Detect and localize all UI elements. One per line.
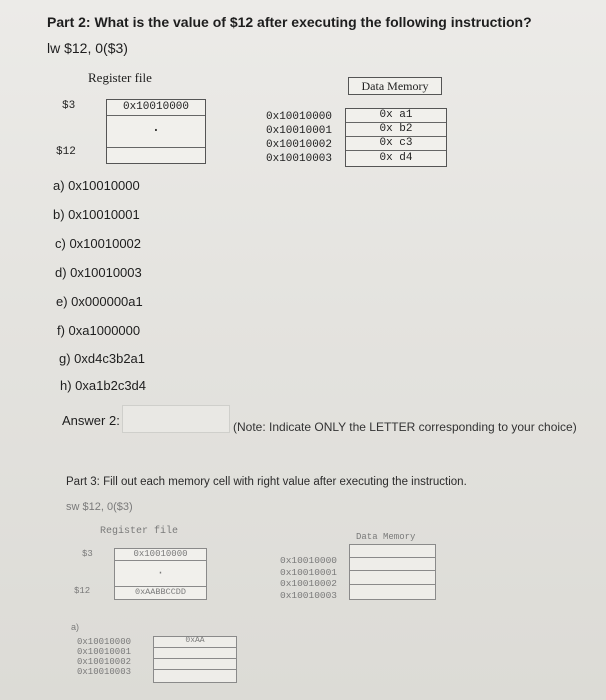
part2-address: 0x10010002 <box>266 139 333 151</box>
part2-memory-cell <box>346 123 446 137</box>
part2-data-memory-title: Data Memory <box>348 77 442 95</box>
answer-2-input[interactable] <box>122 405 230 433</box>
part3-sub-memory <box>153 636 237 683</box>
part2-memory-cell <box>346 109 446 123</box>
part2-address: 0x10010000 <box>266 111 333 123</box>
part2-reg12-label: $12 <box>56 146 76 158</box>
part3-address: 0x10010000 <box>280 555 338 566</box>
part3-reg-dots: · <box>156 566 165 580</box>
part3-address: 0x10010001 <box>280 566 338 578</box>
part2-memory-value: 0x d4 <box>379 152 413 164</box>
part3-data-memory-title: Data Memory <box>356 532 416 542</box>
part3-data-memory <box>349 544 436 600</box>
part3-reg3-label: $3 <box>82 549 93 559</box>
option-d: d) 0x10010003 <box>55 265 142 280</box>
part3-reg12-value: 0xAABBCCDD <box>134 587 186 597</box>
part3-sub-address: 0x10010001 <box>77 647 132 657</box>
part3-sub-address: 0x10010002 <box>77 657 132 667</box>
option-a: a) 0x10010000 <box>53 178 140 193</box>
part2-reg3-cell <box>107 100 205 116</box>
part2-memory-value: 0x c3 <box>379 137 413 149</box>
part3-instruction: sw $12, 0($3) <box>66 501 133 513</box>
part2-address-list <box>266 110 332 166</box>
part2-data-memory <box>345 108 447 167</box>
part3-register-file <box>114 548 207 600</box>
part3-reg-middle-cell <box>115 561 206 587</box>
part3-sub-address-list <box>77 637 131 677</box>
part2-reg3-label: $3 <box>62 100 76 112</box>
part3-sub-memory-cell-input[interactable] <box>154 670 236 681</box>
part2-register-file <box>106 99 206 164</box>
part3-memory-cell-input[interactable] <box>350 558 435 571</box>
part3-sub-first-value: 0xAA <box>185 636 205 645</box>
part3-sub-memory-cell-input[interactable] <box>154 648 236 659</box>
part3-reg3-value: 0x10010000 <box>133 549 188 559</box>
option-h: h) 0xa1b2c3d4 <box>60 378 147 393</box>
part3-memory-cell-input[interactable] <box>350 585 435 598</box>
part2-question: Part 2: What is the value of $12 after executing the following instruction? <box>47 14 532 30</box>
option-b: b) 0x10010001 <box>53 207 140 222</box>
part3-sub-label: a) <box>71 622 80 632</box>
part3-memory-cell-input[interactable] <box>350 545 435 558</box>
part2-register-file-title: Register file <box>88 70 152 85</box>
option-e: e) 0x000000a1 <box>56 294 143 309</box>
option-f: f) 0xa1000000 <box>57 323 141 338</box>
part3-address: 0x10010002 <box>280 578 338 589</box>
part3-sub-memory-cell-input[interactable] <box>154 659 236 670</box>
part2-memory-cell <box>346 151 446 165</box>
part2-reg-dots: · <box>151 123 161 139</box>
part2-memory-value: 0x b2 <box>379 123 413 135</box>
part3-sub-address: 0x10010000 <box>77 637 132 647</box>
part2-reg3-value: 0x10010000 <box>122 101 189 113</box>
part2-memory-cell <box>346 137 446 151</box>
part2-address: 0x10010003 <box>266 153 333 165</box>
part3-address-list <box>280 555 337 601</box>
part3-sub-memory-cell <box>154 637 236 648</box>
option-g: g) 0xd4c3b2a1 <box>59 351 146 366</box>
part2-reg-middle-cell <box>107 116 205 148</box>
part3-address: 0x10010003 <box>280 589 338 601</box>
part2-address: 0x10010001 <box>266 125 333 137</box>
part3-reg12-cell <box>115 587 206 598</box>
part3-question: Part 3: Fill out each memory cell with right value after executing the instruction. <box>66 476 467 488</box>
answer-2-note: (Note: Indicate ONLY the LETTER corresponding to your choice) <box>233 420 577 434</box>
part2-memory-value: 0x a1 <box>379 109 413 121</box>
answer-2-label: Answer 2: <box>62 413 120 428</box>
part3-register-file-title: Register file <box>100 526 179 537</box>
part3-reg3-cell <box>115 549 206 561</box>
part3-sub-address: 0x10010003 <box>77 667 132 677</box>
part2-instruction: lw $12, 0($3) <box>47 40 128 56</box>
part2-reg12-cell <box>107 148 205 162</box>
part3-reg12-label: $12 <box>74 586 91 596</box>
option-c: c) 0x10010002 <box>55 236 142 251</box>
part3-memory-cell-input[interactable] <box>350 571 435 585</box>
